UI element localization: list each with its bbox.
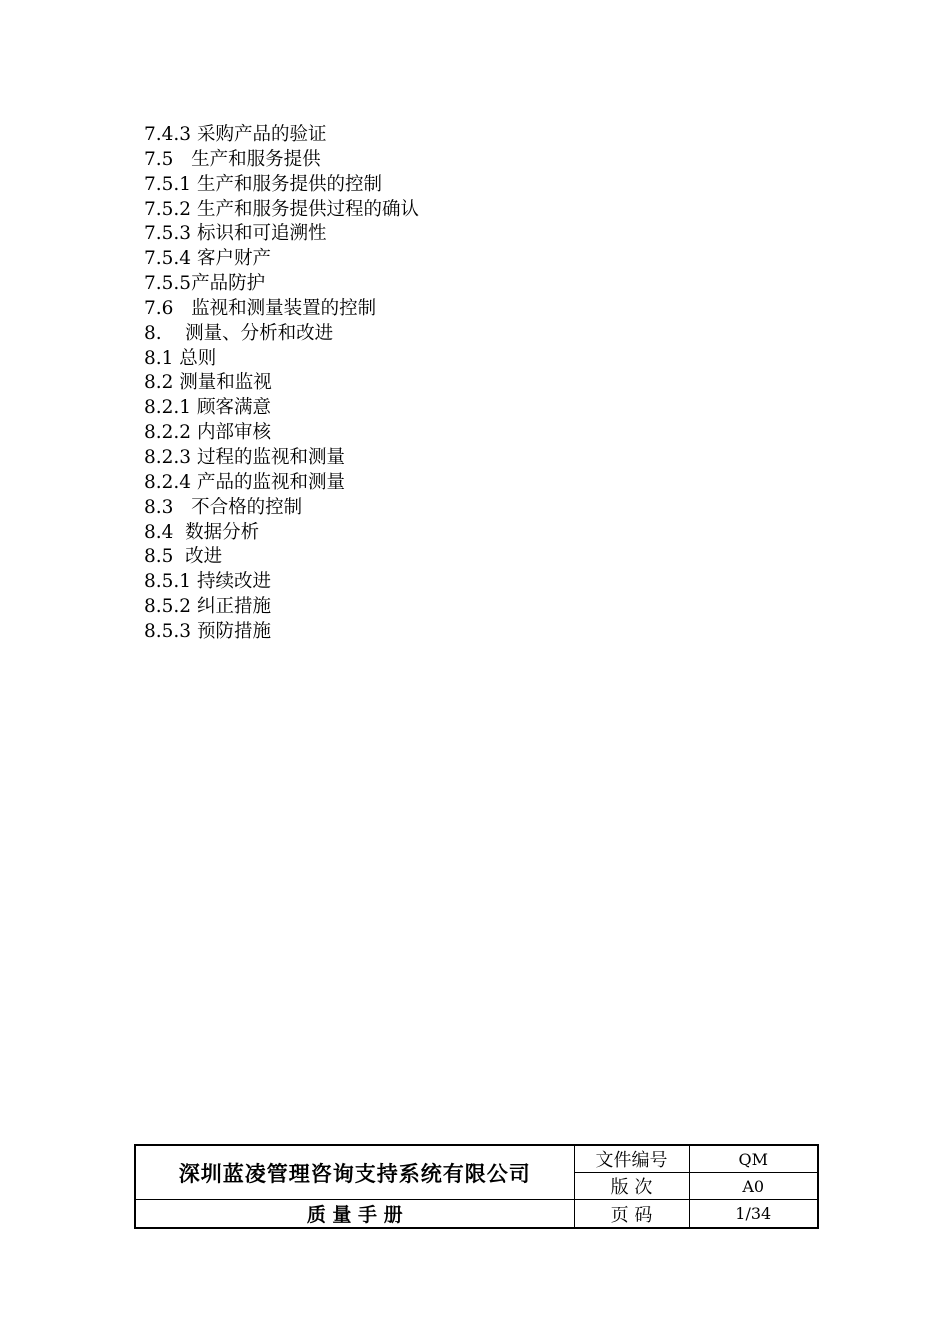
toc-item: 7.6 监视和测量装置的控制 [144,297,377,319]
toc-item: 8.2.2 内部审核 [144,422,271,444]
toc-item: 8.3 不合格的控制 [144,496,303,518]
document-footer-table [134,1144,819,1229]
toc-item: 8.2.3 过程的监视和测量 [144,446,345,468]
page-label: 页 码 [574,1200,689,1229]
toc-item: 8.2.1 顾客满意 [144,397,271,419]
toc-item: 8.5.3 预防措施 [144,620,271,642]
toc-item: 7.5.3 标识和可追溯性 [144,223,327,245]
company-name: 深圳蓝凌管理咨询支持系统有限公司 [135,1145,574,1200]
page-number: 1/34 [689,1200,818,1229]
toc-item: 8. 测量、分析和改进 [144,322,334,344]
version-value: A0 [689,1173,818,1200]
version-label: 版 次 [574,1173,689,1200]
toc-item: 7.5.5产品防护 [144,273,266,295]
toc-item: 7.5.1 生产和服务提供的控制 [144,173,382,195]
toc-item: 8.5 改进 [144,546,223,568]
doc-number-value: QM [689,1145,818,1173]
toc-item: 7.5.2 生产和服务提供过程的确认 [144,198,419,220]
toc-item: 8.1 总则 [144,347,217,369]
doc-number-label: 文件编号 [574,1145,689,1173]
toc-item: 8.2.4 产品的监视和测量 [144,471,345,493]
toc-item: 7.5 生产和服务提供 [144,148,321,170]
table-of-contents [144,123,419,645]
manual-title: 质 量 手 册 [135,1200,574,1229]
toc-item: 8.5.1 持续改进 [144,571,271,593]
toc-item: 8.5.2 纠正措施 [144,596,271,618]
toc-item: 7.4.3 采购产品的验证 [144,124,327,145]
toc-item: 8.4 数据分析 [144,521,260,543]
toc-item: 7.5.4 客户财产 [144,248,271,270]
toc-item: 8.2 测量和监视 [144,372,272,394]
